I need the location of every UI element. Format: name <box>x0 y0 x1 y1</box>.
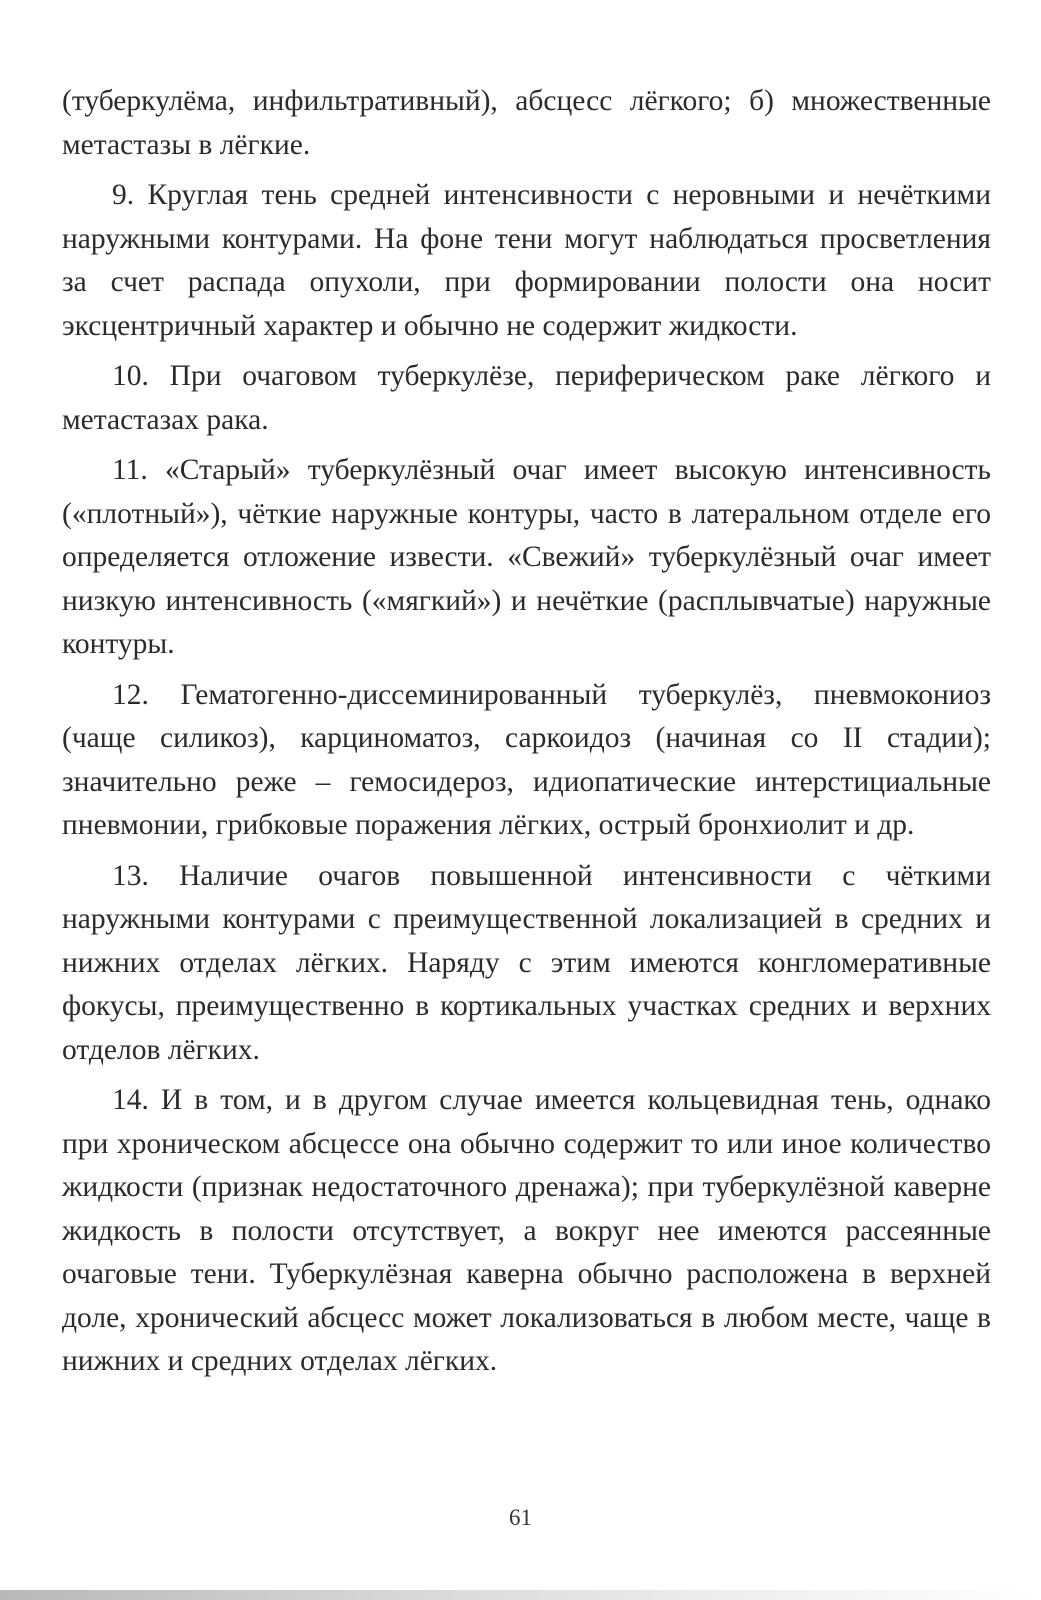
answer-10: 10. При очаговом туберкулёзе, периферическом раке лёгкого и метастазах рака. <box>62 360 991 436</box>
paragraph-continuation: (туберкулёма, инфильтративный), абсцесс лёгкого; б) множественные метастазы в лёгкие. <box>62 85 991 161</box>
answer-9: 9. Круглая тень средней интенсивности с неровными и нечёткими наружными контурами. На фоне тени могут наблюдаться просветления за счет распада опухоли, при формировании полости она носит эксцентричный характер и обычно не содержит жидкости. <box>62 179 991 342</box>
answer-14: 14. И в том, и в другом случае имеется кольцевидная тень, однако при хроническом абсцессе она обычно содержит то или иное количество жидкости (признак недостаточного дренажа); при туберкулёзной каверне жидкость в полости отсутствует, а вокруг нее имеются рассеянные очаговые тени. Туберкулёзная каверна обычно расположена в верхней доле, хронический абсцесс может локализоваться в любом месте, чаще в нижних и средних отделах лёгких. <box>62 1084 991 1377</box>
answer-12: 12. Гематогенно-диссеминированный туберкулёз, пневмокониоз (чаще силикоз), карциноматоз, саркоидоз (начиная со II стадии); значительно реже – гемосидероз, идиопатические интерстициальные пневмонии, грибковые поражения лёгких, острый бронхиолит и др. <box>62 678 991 841</box>
answer-11: 11. «Старый» туберкулёзный очаг имеет высокую интенсивность («плотный»), чёткие наружные контуры, часто в латеральном отделе его определяется отложение извести. «Свежий» туберкулёзный очаг имеет низкую интенсивность («мягкий») и нечёткие (расплывчатые) наружные контуры. <box>62 454 991 660</box>
page-body <box>62 80 991 1391</box>
scan-bottom-edge <box>0 1590 1041 1600</box>
page-number: 61 <box>509 1505 532 1530</box>
answer-13: 13. Наличие очагов повышенной интенсивности с чёткими наружными контурами с преимущественной локализацией в средних и нижних отделах лёгких. Наряду с этим имеются конгломеративные фокусы, преимущественно в кортикальных участках средних и верхних отделов лёгких. <box>62 859 991 1066</box>
